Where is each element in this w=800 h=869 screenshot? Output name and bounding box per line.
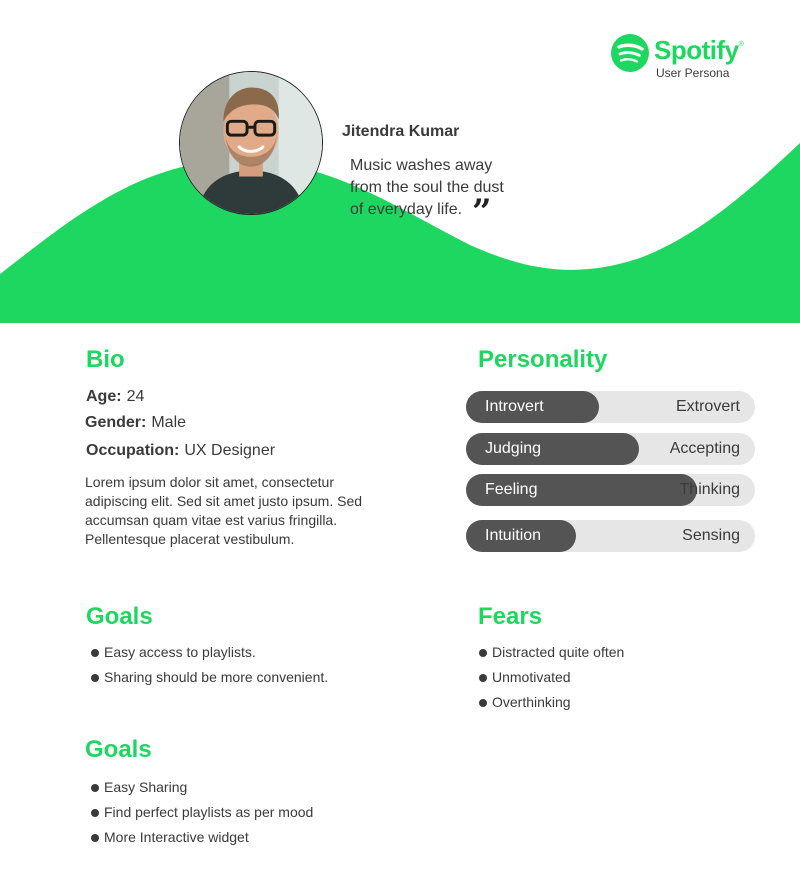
brand-name: Spotify® (654, 35, 744, 65)
trait-left-label: Judging (485, 440, 542, 457)
quote-mark-icon: ” (472, 192, 492, 232)
brand-block (610, 33, 744, 81)
trait-bar (466, 391, 755, 423)
spotify-logo-icon (610, 33, 650, 73)
list-item: Easy Sharing (86, 778, 313, 803)
personality-title: Personality (478, 346, 608, 373)
trait-bar (466, 474, 755, 506)
trait-right-label: Accepting (669, 440, 740, 457)
goals2-list (86, 778, 313, 853)
fears-title: Fears (478, 603, 543, 630)
trait-right-label: Extrovert (675, 398, 740, 415)
gender-value: Male (151, 414, 187, 431)
goals-list (86, 643, 328, 693)
trait-bar (466, 433, 755, 465)
fears-list (474, 643, 624, 718)
trait-left-label: Feeling (485, 481, 538, 498)
bio-title: Bio (86, 346, 125, 373)
trademark-mark: ® (738, 41, 744, 48)
persona-avatar (179, 71, 323, 215)
trait-bar (466, 520, 755, 552)
goals-title: Goals (86, 603, 153, 630)
goals2-title: Goals (85, 736, 152, 763)
age-label: Age: (86, 388, 122, 405)
brand-subtitle: User Persona (656, 66, 730, 80)
quote-line: from the soul the dust (350, 179, 504, 196)
bio-gender (85, 414, 186, 432)
quote-line: of everyday life. (350, 201, 463, 218)
list-item: Easy access to playlists. (86, 643, 328, 668)
list-item: More Interactive widget (86, 828, 313, 853)
list-item: Find perfect playlists as per mood (86, 803, 313, 828)
list-item: Sharing should be more convenient. (86, 668, 328, 693)
age-value: 24 (126, 388, 145, 405)
occupation-value: UX Designer (184, 442, 276, 459)
trait-right-label: Thinking (679, 481, 740, 498)
list-item: Distracted quite often (474, 643, 624, 668)
list-item: Unmotivated (474, 668, 624, 693)
persona-quote (350, 155, 540, 221)
occupation-label: Occupation: (86, 442, 180, 459)
trait-left-label: Introvert (485, 398, 544, 415)
bio-age (86, 388, 144, 406)
quote-line: Music washes away (350, 157, 493, 174)
trait-right-label: Sensing (682, 527, 740, 544)
list-item: Overthinking (474, 693, 624, 718)
persona-name: Jitendra Kumar (342, 123, 460, 140)
gender-label: Gender: (85, 414, 147, 431)
bio-occupation (86, 442, 275, 460)
bio-description: Lorem ipsum dolor sit amet, consectetur adipiscing elit. Sed sit amet justo ipsum. Sed accumsan quam vitae est varius fringilla. Pellentesque placerat vestibulum. (85, 474, 363, 547)
trait-left-label: Intuition (485, 527, 542, 544)
